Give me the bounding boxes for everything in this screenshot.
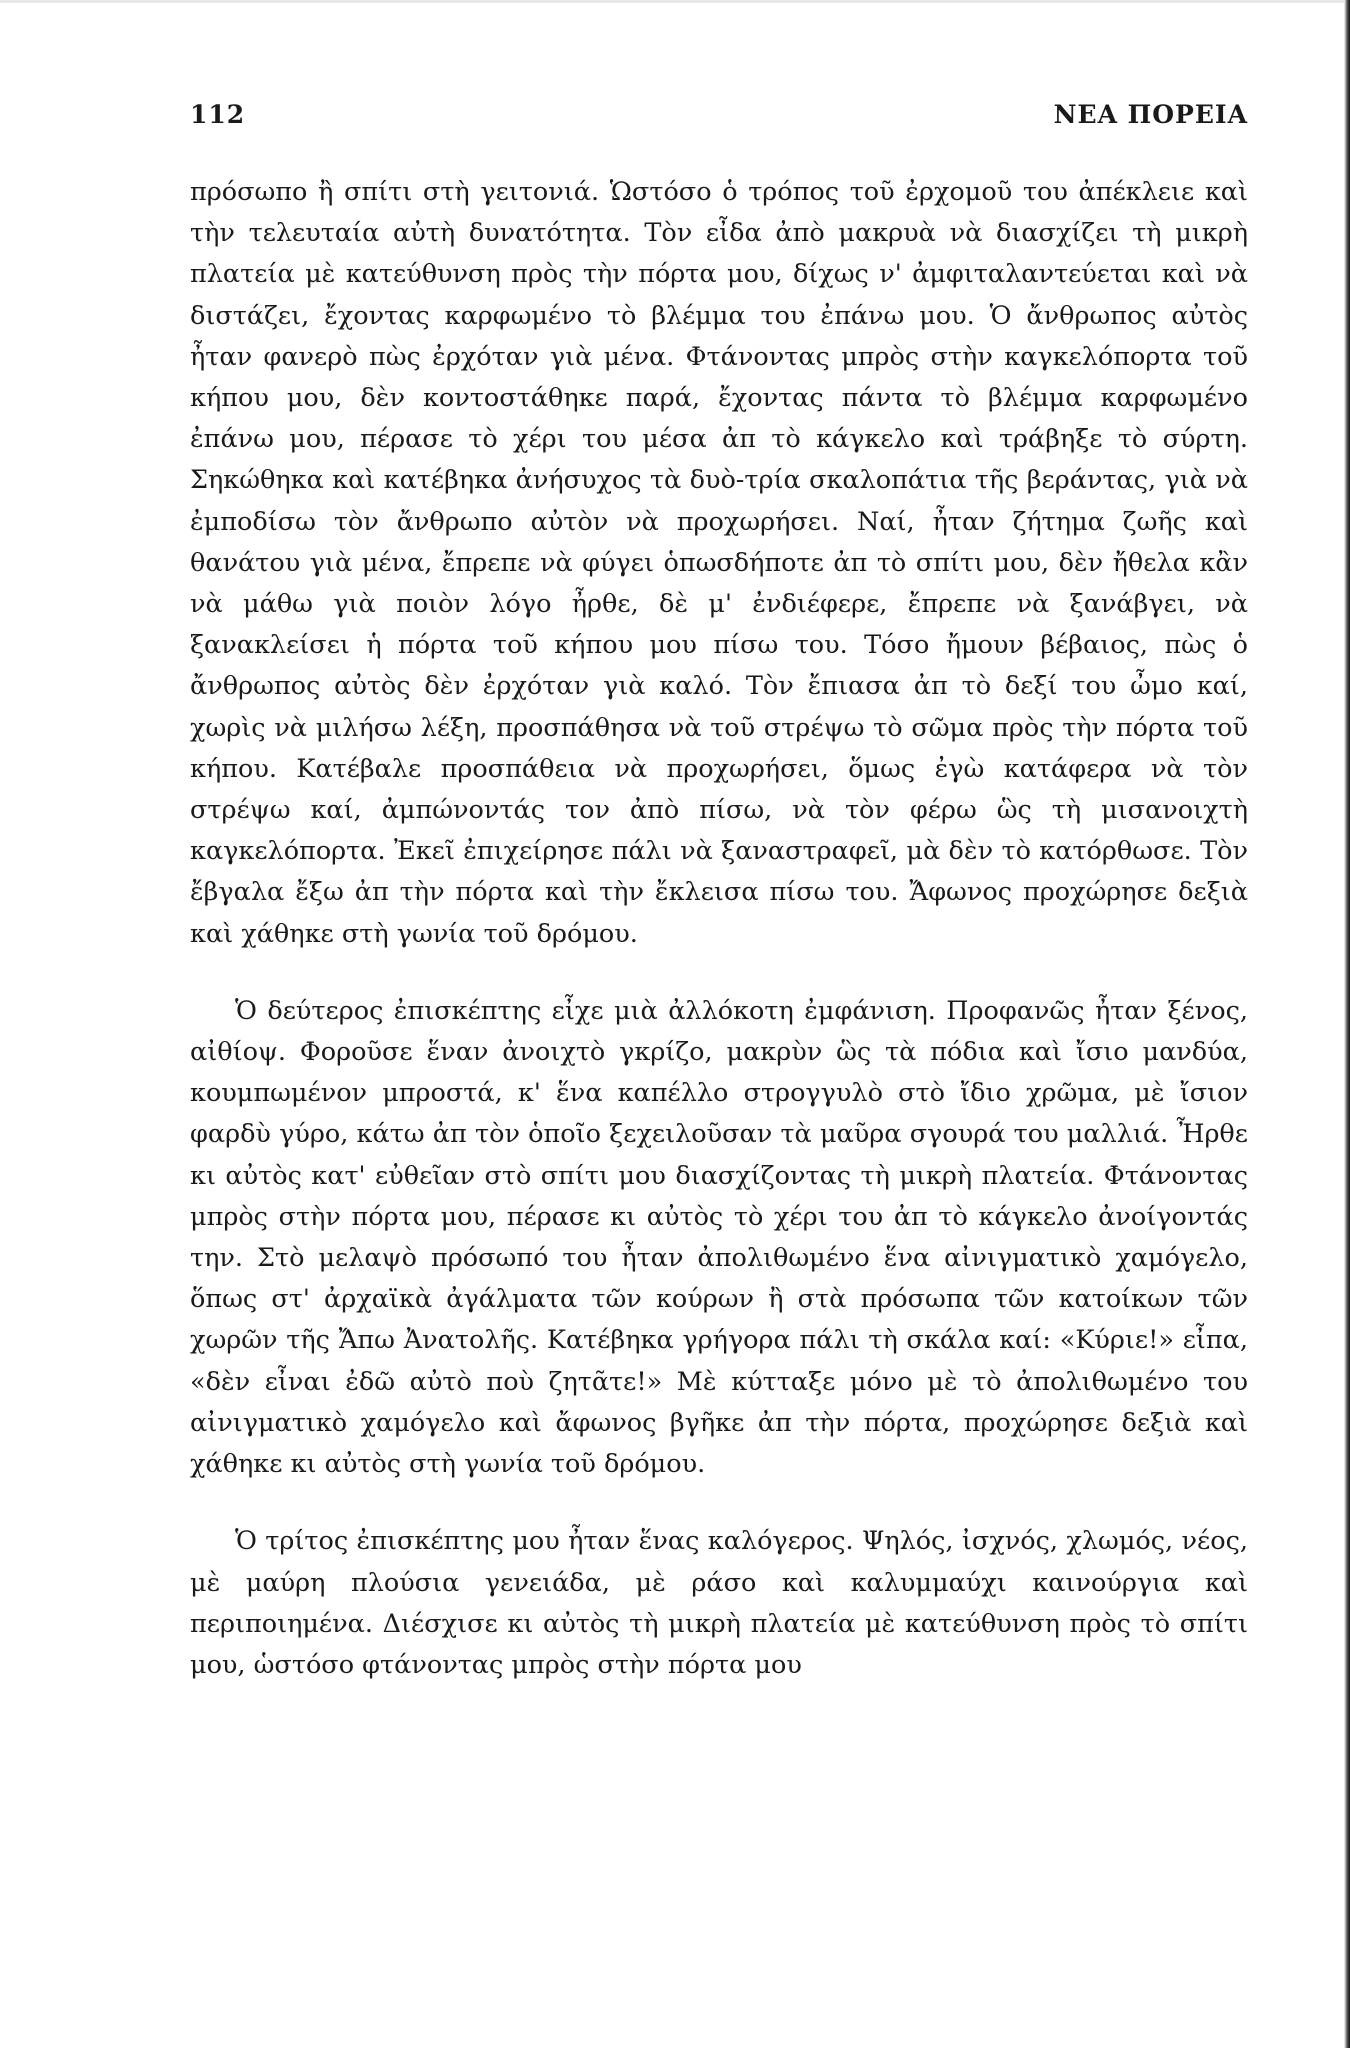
paragraph-third-visitor: Ὁ τρίτος ἐπισκέπτης μου ἦταν ἕνας καλόγερος. Ψηλός, ἰσχνός, χλωμός, νέος, μὲ μαύρη πλούσια γενειάδα, μὲ ράσο καὶ καλυμμαύχι καινούργια καὶ περιποιημένα. Διέσχισε κι αὐτὸς τὴ μικρὴ πλατεία μὲ κατεύθυνση πρὸς τὸ σπίτι μου, ὡστόσο φτάνοντας μπρὸς στὴν πόρτα μου bbox=[190, 1526, 1248, 1680]
page-right-edge-shadow bbox=[1344, 0, 1350, 2048]
page-number: 112 bbox=[190, 100, 246, 129]
page-top-edge bbox=[0, 0, 1350, 3]
running-title: ΝΕΑ ΠΟΡΕΙΑ bbox=[1053, 100, 1248, 129]
running-header bbox=[190, 100, 1248, 140]
paragraph-second-visitor: Ὁ δεύτερος ἐπισκέπτης εἶχε μιὰ ἀλλόκοτη ἐμφάνιση. Προφανῶς ἦταν ξένος, αἰθίοψ. Φοροῦσε ἕναν ἀνοιχτὸ γκρίζο, μακρὺν ὣς τὰ πόδια καὶ ἴσιο μανδύα, κουμπωμένον μπροστά, κ' ἕνα καπέλλο στρογγυλὸ στὸ ἴδιο χρῶμα, μὲ ἴσιον φαρδὺ γύρο, κάτω ἀπ τὸν ὁποῖο ξεχειλοῦσαν τὰ μαῦρα σγουρά του μαλλιά. Ἦρθε κι αὐτὸς κατ' εὐθεῖαν στὸ σπίτι μου διασχίζοντας τὴ μικρὴ πλατεία. Φτάνοντας μπρὸς στὴν πόρτα μου, πέρασε κι αὐτὸς τὸ χέρι του ἀπ τὸ κάγκελο ἀνοίγοντάς την. Στὸ μελαψὸ πρόσωπό του ἦταν ἀπολιθωμένο ἕνα αἰνιγματικὸ χαμόγελο, ὅπως στ' ἀρχαϊκὰ ἀγάλματα τῶν κούρων ἢ στὰ πρόσωπα τῶν κατοίκων τῶν χωρῶν τῆς Ἄπω Ἀνατολῆς. Κατέβηκα γρήγορα πάλι τὴ σκάλα καί: «Κύριε!» εἶπα, «δὲν εἶναι ἐδῶ αὐτὸ ποὺ ζητᾶτε!» Μὲ κύτταξε μόνο μὲ τὸ ἀπολιθωμένο του αἰνιγματικὸ χαμόγελο καὶ ἄφωνος βγῆκε ἀπ τὴν πόρτα, προχώρησε δεξιὰ καὶ χάθηκε κι αὐτὸς στὴ γωνία τοῦ δρόμου. bbox=[190, 995, 1248, 1480]
body-text bbox=[190, 172, 1248, 1686]
paragraph-continuation: πρόσωπο ἢ σπίτι στὴ γειτονιά. Ὡστόσο ὁ τρόπος τοῦ ἐρχομοῦ του ἀπέκλειε καὶ τὴν τελευταία αὐτὴ δυνατότητα. Τὸν εἶδα ἀπὸ μακρυὰ νὰ διασχίζει τὴ μικρὴ πλατεία μὲ κατεύθυνση πρὸς τὴν πόρτα μου, δίχως ν' ἀμφιταλαντεύεται καὶ νὰ διστάζει, ἔχοντας καρφωμένο τὸ βλέμμα του ἐπάνω μου. Ὁ ἄνθρωπος αὐτὸς ἦταν φανερὸ πὼς ἐρχόταν γιὰ μένα. Φτάνοντας μπρὸς στὴν καγκελόπορτα τοῦ κήπου μου, δὲν κοντοστάθηκε παρά, ἔχοντας πάντα τὸ βλέμμα καρφωμένο ἐπάνω μου, πέρασε τὸ χέρι του μέσα ἀπ τὸ κάγκελο καὶ τράβηξε τὸ σύρτη. Σηκώθηκα καὶ κατέβηκα ἀνήσυχος τὰ δυὸ-τρία σκαλοπάτια τῆς βεράντας, γιὰ νὰ ἐμποδίσω τὸν ἄνθρωπο αὐτὸν νὰ προχωρήσει. Ναί, ἦταν ζήτημα ζωῆς καὶ θανάτου γιὰ μένα, ἔπρεπε νὰ φύγει ὁπωσδήποτε ἀπ τὸ σπίτι μου, δὲν ἤθελα κἂν νὰ μάθω γιὰ ποιὸν λόγο ἦρθε, δὲ μ' ἐνδιέφερε, ἔπρεπε νὰ ξανάβγει, νὰ ξανακλείσει ἡ πόρτα τοῦ κήπου μου πίσω του. Τόσο ἤμουν βέβαιος, πὼς ὁ ἄνθρωπος αὐτὸς δὲν ἐρχόταν γιὰ καλό. Τὸν ἔπιασα ἀπ τὸ δεξί του ὦμο καί, χωρὶς νὰ μιλήσω λέξη, προσπάθησα νὰ τοῦ στρέψω τὸ σῶμα πρὸς τὴν πόρτα τοῦ κήπου. Κατέβαλε προσπάθεια νὰ προχωρήσει, ὅμως ἐγὼ κατάφερα νὰ τὸν στρέψω καί, ἀμπώνοντάς τον ἀπὸ πίσω, νὰ τὸν φέρω ὣς τὴ μισανοιχτὴ καγκελόπορτα. Ἐκεῖ ἐπιχείρησε πάλι νὰ ξαναστραφεῖ, μὰ δὲν τὸ κατόρθωσε. Τὸν ἔβγαλα ἔξω ἀπ τὴν πόρτα καὶ τὴν ἔκλεισα πίσω του. Ἄφωνος προχώρησε δεξιὰ καὶ χάθηκε στὴ γωνία τοῦ δρόμου. bbox=[190, 177, 1248, 949]
